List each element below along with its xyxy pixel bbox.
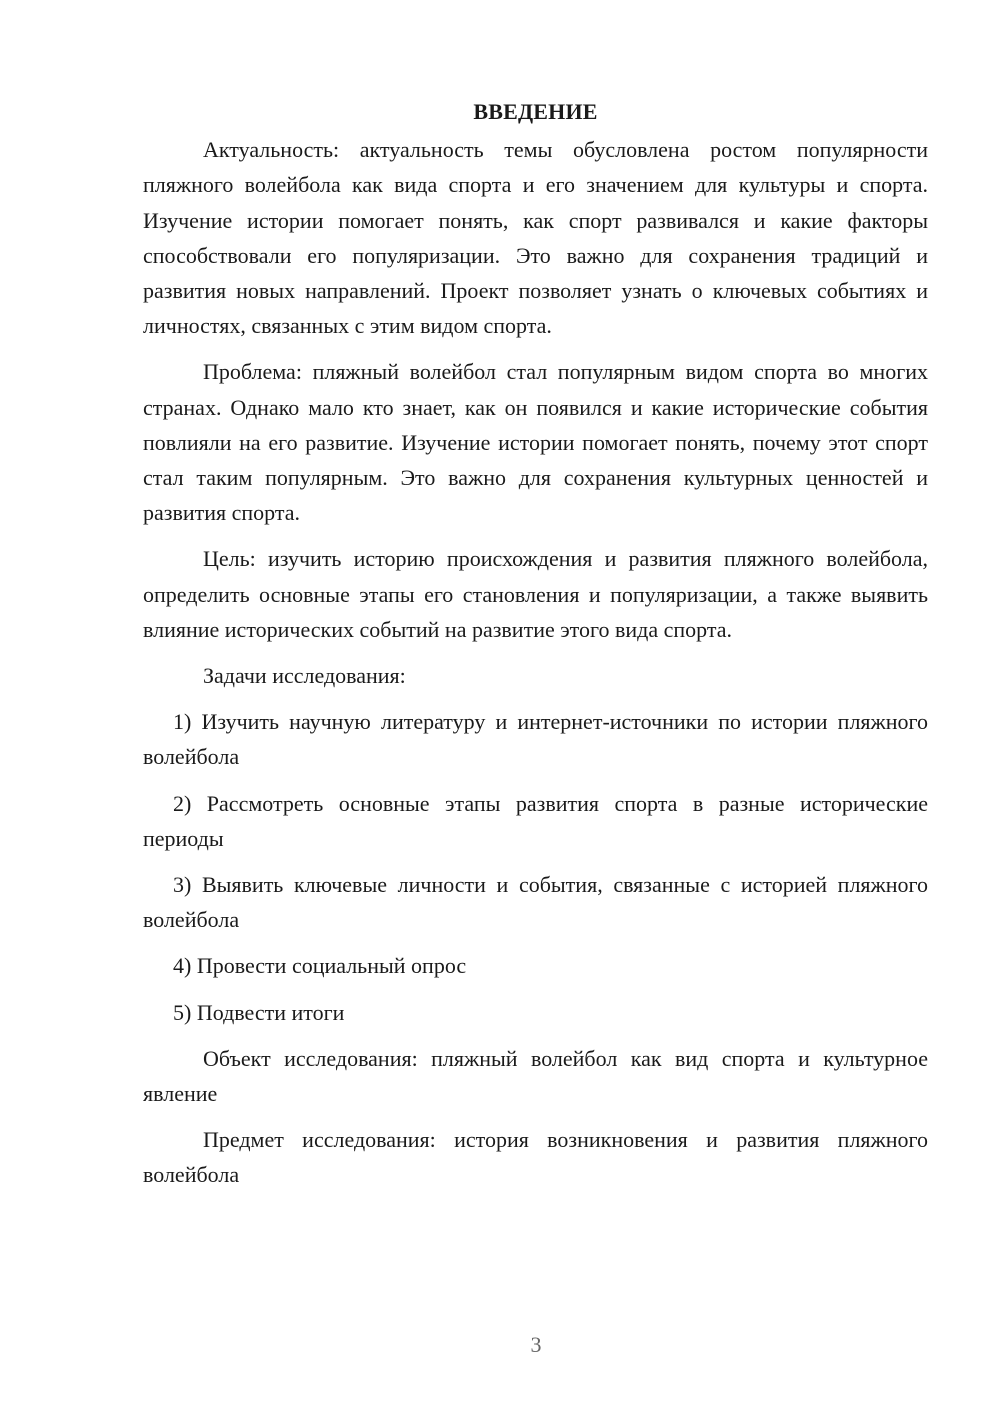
object-paragraph: Объект исследования: пляжный волейбол как вид спорта и культурное явление — [143, 1045, 928, 1107]
task-item-5: 5) Подвести итоги — [173, 999, 345, 1025]
problem-paragraph: Проблема: пляжный волейбол стал популярным видом спорта во многих странах. Однако мало кто знает, как он появился и какие исторические события повлияли на его развитие. Изучение истории помогает понять, почему этот спорт стал таким популярным. Это важно для сохранения культурных ценностей и развития спорта. — [143, 359, 928, 526]
task-item-3: 3) Выявить ключевые личности и события, связанные с историей пляжного волейбола — [143, 872, 928, 933]
page-number: 3 — [530, 1332, 542, 1357]
page-content — [143, 94, 928, 1204]
relevance-paragraph: Актуальность: актуальность темы обусловлена ростом популярности пляжного волейбола как вида спорта и его значением для культуры и спорта. Изучение истории помогает понять, как спорт развивался и какие факторы способствовали его популяризации. Это важно для сохранения традиций и развития новых направлений. Проект позволяет узнать о ключевых событиях и личностях, связанных с этим видом спорта. — [143, 137, 928, 339]
subject-paragraph: Предмет исследования: история возникновения и развития пляжного волейбола — [143, 1127, 928, 1188]
tasks-title: Задачи исследования: — [203, 663, 406, 689]
section-heading: ВВЕДЕНИЕ — [473, 99, 598, 124]
task-item-2: 2) Рассмотреть основные этапы развития спорта в разные исторические периоды — [143, 790, 928, 851]
goal-paragraph: Цель: изучить историю происхождения и развития пляжного волейбола, определить основные этапы его становления и популяризации, а также выявить влияние исторических событий на развитие этого вида спорта. — [143, 546, 928, 642]
task-item-4: 4) Провести социальный опрос — [173, 953, 467, 979]
task-item-1: 1) Изучить научную литературу и интернет-источники по истории пляжного волейбола — [143, 709, 928, 770]
